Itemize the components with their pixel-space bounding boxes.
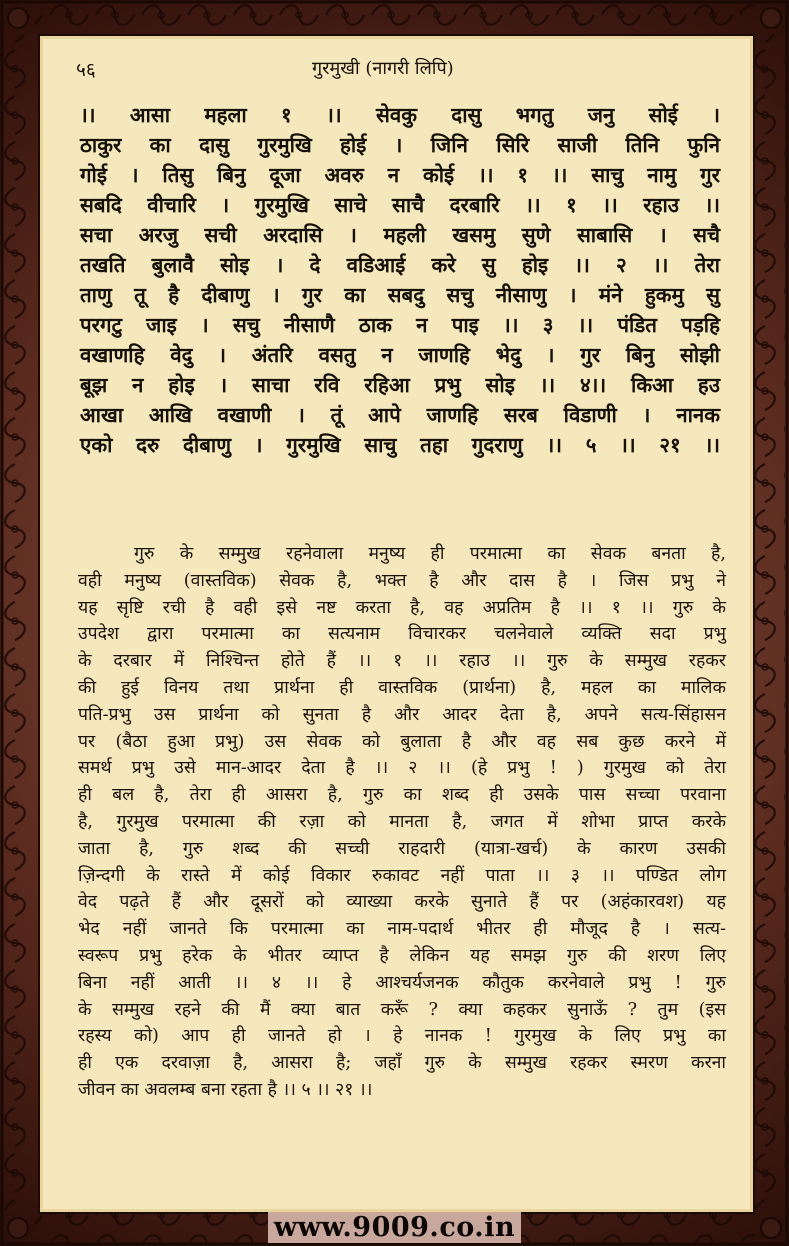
- website-footer: [0, 1210, 789, 1246]
- translation-line: वेद पढ़ते हैं और दूसरों को व्याख्या करके सुनाते हैं पर (अहंकारवश) यह: [78, 892, 726, 913]
- translation-line: गुरु के सम्मुख रहनेवाला मनुष्य ही परमात्मा का सेवक बनता है,: [134, 544, 726, 564]
- translation-line: समर्थ प्रभु उसे मान-आदर देता है ।। २ ।। (हे प्रभु ! ) गुरमुख को तेरा: [78, 758, 726, 779]
- translation-line: पर (बैठा हुआ प्रभु) उस सेवक को बुलाता है और वह सब कुछ करने में: [78, 731, 726, 752]
- translation-line: है, गुरमुख परमात्मा की रज़ा को मानता है, जगत में शोभा प्राप्त करके: [78, 811, 726, 832]
- translation-line: वही मनुष्य (वास्तविक) सेवक है, भक्त है और दास है । जिस प्रभु ने: [78, 570, 726, 591]
- gurbani-verse: [80, 100, 720, 460]
- website-link[interactable]: www.9009.co.in: [268, 1212, 521, 1243]
- verse-line: सचा अरजु सची अरदासि । महली खसमु सुणे साबासि । सचै: [80, 223, 720, 247]
- verse-line: तखति बुलावै सोइ । दे वडिआई करे सु होइ ।। २ ।। तेरा: [80, 253, 720, 277]
- verse-line: ठाकुर का दासु गुरमुखि होई । जिनि सिरि साजी तिनि फुनि: [80, 133, 720, 157]
- translation-line: ही एक दरवाज़ा है, आसरा है; जहाँ गुरु के सम्मुख रहकर स्मरण करना: [78, 1053, 726, 1074]
- verse-line: एको दरु दीबाणु । गुरमुखि साचु तहा गुदराणु ।। ५ ।। २१ ।।: [80, 433, 720, 457]
- translation-line: उपदेश द्वारा परमात्मा का सत्यनाम विचारकर चलनेवाले व्यक्ति सदा प्रभु: [78, 624, 726, 645]
- translation-line: के दरबार में निश्चिन्त होते हैं ।। १ ।। रहाउ ।। गुरु के सम्मुख रहकर: [78, 651, 726, 672]
- verse-line: परगटु जाइ । सचु नीसाणै ठाक न पाइ ।। ३ ।। पंडित पड़हि: [80, 313, 720, 337]
- translation-line: की हुई विनय तथा प्रार्थना ही वास्तविक (प्रार्थना) है, महल का मालिक: [78, 677, 726, 698]
- verse-line: वखाणहि वेदु । अंतरि वसतु न जाणहि भेदु । गुर बिनु सोझी: [80, 343, 720, 367]
- translation-line: जाता है, गुरु शब्द की सच्ची राहदारी (यात्रा-खर्च) के कारण उसकी: [78, 838, 726, 859]
- translation-line: ज़िन्दगी के रास्ते में कोई विकार रुकावट नहीं पाता ।। ३ ।। पण्डित लोग: [78, 865, 726, 886]
- verse-line: गोई । तिसु बिनु दूजा अवरु न कोई ।। १ ।। साचु नामु गुर: [80, 163, 720, 187]
- translation-line: पति-प्रभु उस प्रार्थना को सुनता है और आदर देता है, अपने सत्य-सिंहासन: [78, 704, 726, 725]
- translation-line: भेद नहीं जानते कि परमात्मा का नाम-पदार्थ भीतर ही मौजूद है । सत्य-: [78, 919, 726, 940]
- verse-line: बूझ न होइ । साचा रवि रहिआ प्रभु सोइ ।। ४।। किआ हउ: [80, 373, 720, 397]
- verse-line: आखा आखि वखाणी । तूं आपे जाणहि सरब विडाणी । नानक: [80, 403, 720, 427]
- translation-line: जीवन का अवलम्ब बना रहता है ।। ५ ।। २१ ।।: [78, 1079, 373, 1100]
- running-title: गुरमुखी (नागरी लिपि): [312, 58, 454, 79]
- page-number: ५६: [76, 59, 96, 81]
- verse-line: ।। आसा महला १ ।। सेवकु दासु भगतु जनु सोई ।: [80, 103, 720, 127]
- page-header: [76, 56, 726, 86]
- translation-line: स्वरूप प्रभु हरेक के भीतर व्याप्त है लेकिन यह समझ गुरु की शरण लिए: [78, 945, 726, 966]
- translation-line: ही बल है, तेरा ही आसरा है, गुरु का शब्द ही उसके पास सच्चा परवाना: [78, 785, 726, 806]
- translation-line: के सम्मुख रहने की मैं क्या बात करूँ ? क्या कहकर सुनाऊँ ? तुम (इस: [78, 999, 726, 1020]
- translation-line: यह सृष्टि रची है वही इसे नष्ट करता है, वह अप्रतिम है ।। १ ।। गुरु के: [78, 597, 726, 618]
- verse-line: ताणु तू है दीबाणु । गुर का सबदु सचु नीसाणु । मंने हुकमु सु: [80, 283, 720, 307]
- translation-line: बिना नहीं आती ।। ४ ।। हे आश्चर्यजनक कौतुक करनेवाले प्रभु ! गुरु: [78, 972, 726, 993]
- translation-line: रहस्य को) आप ही जानते हो । हे नानक ! गुरमुख के लिए प्रभु का: [78, 1026, 726, 1047]
- book-page: [38, 34, 755, 1214]
- hindi-translation: [78, 541, 726, 1104]
- verse-line: सबदि वीचारि । गुरमुखि साचे साचै दरबारि ।। १ ।। रहाउ ।।: [80, 193, 720, 217]
